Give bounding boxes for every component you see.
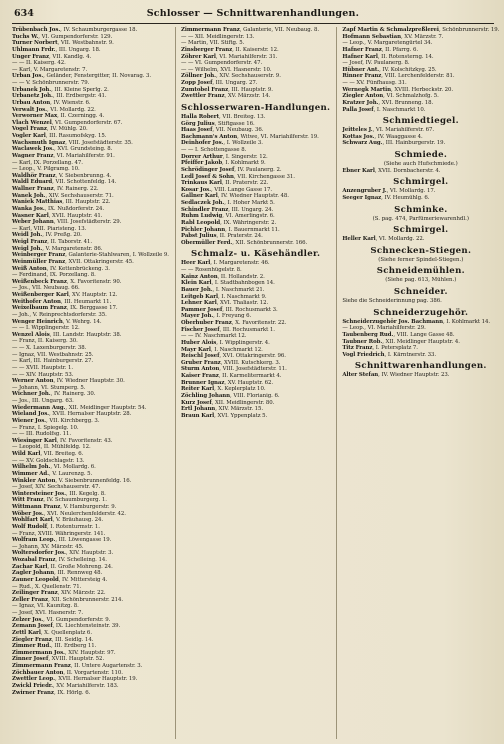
directory-entry: Zapf Martin & Schmalzpreßlerei, Schönbrunnerstr. 19. xyxy=(342,27,500,33)
directory-entry: Zimmermann Jos., XIV. Hauptstr. 97. xyxy=(12,649,116,656)
directory-entry: Schwarz Aug., III. Hainburgerstr. 19. xyxy=(342,140,446,147)
directory-entry: Wanka Jos., IX. Nußdorferstr. 24. xyxy=(12,205,105,212)
directory-entry: Vogl Friedrich, I. Kärntnerstr. 33. xyxy=(342,351,437,358)
directory-entry: Unger Franz, VII. Kandlg. 4. xyxy=(12,53,92,60)
directory-entry: — Leop., VI. Mariahilferstr. 29. xyxy=(342,325,426,332)
directory-entry: Wiener Jos., VII. Kirchbergg. 3. xyxy=(12,417,100,424)
directory-entry: — Josef, XIV. Sechshauserstr. 47. xyxy=(12,484,101,491)
directory-entry: Kottas Jos., IV. Waaggasse 4. xyxy=(342,133,423,140)
directory-entry: — — XV. Goldschlagstr. 13. xyxy=(12,457,85,464)
directory-entry: Pichler Johann, I. Bauernmarkt 11. xyxy=(180,226,280,233)
directory-entry: Winkler Anton, V. Siebenbrunnenfeldg. 16. xyxy=(12,477,132,484)
directory-entry: Zwickl Friedr., XV. Mariahilferstr. 183. xyxy=(12,682,119,689)
directory-entry: Waniek Matthias, III. Hauptstr. 22. xyxy=(12,199,111,206)
directory-entry: Weber Johann, VIII. Josefstädterstr. 29. xyxy=(12,219,122,226)
directory-entry: Schrödinger Josef, IV. Paulanerg. 2. xyxy=(180,166,282,173)
directory-entry: Weidl Joh., IV. Preßg. 20. xyxy=(12,232,82,239)
directory-entry: Zimmermann Franz, Galanterie, VII. Neubaug. 8. xyxy=(180,27,320,33)
directory-entry: — Franz, XVIII. Währingerstr. 141. xyxy=(12,530,106,537)
directory-entry: Rabl Leopold, IX. Währingerstr. 2. xyxy=(180,219,277,226)
directory-entry: Wöber Jos., XVI. Neulerchenfelderstr. 42. xyxy=(12,510,126,517)
directory-entry: — — I. Schottengasse 8. xyxy=(180,147,247,153)
directory-entry: — — XIV. Hauptstr. 53. xyxy=(12,371,74,378)
directory-entry: Hafner Karl, II. Rotensterng. 14. xyxy=(342,53,434,60)
directory-entry: Ziegler Franz, III. Seidlg. 14. xyxy=(12,636,94,643)
directory-entry: Witt Franz, IV. Schaumburgerg. 1. xyxy=(12,497,107,504)
directory-entry: Ebner Karl, XVII. Dornbacherstr. 4. xyxy=(342,167,441,174)
section-heading: Schnecken-Stiegen. xyxy=(370,245,472,256)
directory-entry: Werner Anton, IV. Wiedner Hauptstr. 30. xyxy=(12,378,125,385)
directory-entry: — Ignaz, VI. Kaunitzg. 8. xyxy=(12,603,79,610)
section-heading: Schmiede. xyxy=(394,150,448,160)
directory-entry: Zöchling Johann, VIII. Florianig. 6. xyxy=(180,392,280,399)
section-heading: Schneiderzugehör. xyxy=(373,307,469,318)
directory-entry: Zimmer Rud., III. Erdberg 11. xyxy=(12,643,97,650)
directory-entry: Schindler Franz, III. Ungarg. 24. xyxy=(180,206,274,213)
directory-entry: Leitgeb Karl, I. Naschmarkt 9. xyxy=(180,293,267,300)
directory-entry: Zauner Leopold, IV. Mittersteig 4. xyxy=(12,576,108,583)
directory-entry: — Leop., V. Margaretengürtel 34. xyxy=(342,40,433,47)
directory-entry: — Jos., VII. Neubaug. 66. xyxy=(12,285,80,292)
directory-entry: — — V. Schönbrunnerstr. 79. xyxy=(12,80,90,86)
directory-entry: Weißenberger Karl, XV. Hauptstr. 12. xyxy=(12,292,118,298)
directory-entry: — Franz, II. Kaiserg. 30. xyxy=(12,338,78,345)
directory-entry: Heer Karl, I. Margaretenstr. 46. xyxy=(180,260,270,267)
directory-entry: Zagler Johann, III. Rennweg 48. xyxy=(12,570,103,577)
column-2 xyxy=(175,27,330,739)
directory-entry: Urbanetz Joh., III. Erdbergstr. 41. xyxy=(12,93,107,100)
directory-entry: Haas Josef, VII. Neubaug. 36. xyxy=(180,127,264,134)
directory-entry: — Rud., X. Quellenstr. 71. xyxy=(12,583,82,590)
directory-entry: Wieland Jos., XVII. Hernalser Hauptstr. 28. xyxy=(12,411,132,418)
directory-columns xyxy=(12,27,500,739)
directory-entry: Zemann Josef, IX. Liechtensteinstr. 39. xyxy=(12,623,121,630)
directory-entry: — — VI. Gumpendorferstr. 47. xyxy=(180,60,263,67)
directory-entry: Waldhör Franz, V. Siebenbrunng. 4. xyxy=(12,172,112,179)
directory-entry: Wagner Franz, VI. Mariahilferstr. 91. xyxy=(12,152,115,159)
directory-entry: — Johann, VI. Stumperg. 5. xyxy=(12,384,86,391)
directory-entry: Anzengruber J., VI. Mollardg. 17. xyxy=(342,188,436,195)
page-header xyxy=(12,8,494,24)
directory-entry: Wild Karl, VII. Breiteg. 6. xyxy=(12,451,84,457)
directory-entry: — Josef, XVI. Hasnerstr. 7. xyxy=(12,610,84,616)
section-heading: Schnittwarenhandlungen. xyxy=(354,361,487,372)
directory-entry: Zeilinger Franz, XIV. Märzstr. 22. xyxy=(12,590,106,597)
directory-entry: — Joh., V. Reinprechtsdorferstr. 35. xyxy=(12,311,107,318)
directory-entry: Zwettler Leop., XVII. Hernalser Hauptstr. 19. xyxy=(12,676,138,683)
directory-entry: Palla Josef, I. Naschmarkt 10. xyxy=(342,106,426,113)
directory-entry: — — III. Rudolfsg. 11. xyxy=(12,431,72,438)
directory-entry: — Leopold, II. Mühlfeldg. 12. xyxy=(12,444,91,451)
directory-entry: Titz Franz, I. Petersplatz 7. xyxy=(342,345,418,352)
directory-entry: — Josef, IV. Paulanerg. 8. xyxy=(342,60,410,67)
directory-entry: Bachmann's Anton, Witwe, VI. Mariahilferstr. 19. xyxy=(180,133,319,140)
directory-entry: Kratzer Joh., XVI. Brunneng. 18. xyxy=(342,99,434,106)
directory-entry: — — Rosenhügelstr. 8. xyxy=(180,267,242,273)
directory-entry: Rinner Franz, VIII. Lerchenfelderstr. 81. xyxy=(342,73,455,80)
directory-entry: Gallner Karl, IV. Wiedner Hauptstr. 48. xyxy=(180,193,289,200)
directory-entry: Klein Karl, I. Stadtbahnbogen 14. xyxy=(180,280,275,287)
directory-entry: Kurz Josef, XII. Meidlingerstr. 80. xyxy=(180,399,275,406)
directory-entry: Zinsberger Franz, II. Kaiserstr. 12. xyxy=(180,46,279,53)
directory-entry: Zeller Franz, XII. Schönbrunnerstr. 214. xyxy=(12,596,124,603)
directory-entry: — — II. Kaiserg. 42. xyxy=(12,60,66,67)
section-heading: Schmirgel. xyxy=(393,225,449,236)
directory-entry: Halla Robert, VII. Breiteg. 13. xyxy=(180,113,266,120)
directory-entry: — — IV. Naschmarkt 12. xyxy=(180,333,247,340)
directory-entry: Verworner Max, II. Czerningg. 4. xyxy=(12,113,105,120)
directory-entry: Zumtobel Franz, III. Hauptstr. 9. xyxy=(180,86,273,93)
directory-entry: Wiedermann Aug., XII. Meidlinger Hauptstr. 54. xyxy=(12,404,147,411)
directory-entry: Tuchs W., VI. Gumpendorferstr. 129. xyxy=(12,33,113,40)
directory-entry: — Martin, VII. Stiftg. 5. xyxy=(180,40,245,47)
directory-entry: Turner Norbert, VII. Westbahnstr. 9. xyxy=(12,40,114,47)
directory-entry: Huber Alois, I. Wipplingerstr. 4. xyxy=(180,339,270,346)
directory-entry: Ertl Johann, XIV. Märzstr. 15. xyxy=(180,406,264,413)
directory-entry: Alter Stefan, IV. Wiedner Hauptstr. 23. xyxy=(342,372,450,379)
directory-entry: Taubner Rob., XII. Meidlinger Hauptstr. 4. xyxy=(342,338,460,345)
directory-entry: Pammer Josef, III. Rochusmarkt 3. xyxy=(180,306,278,313)
directory-entry: Heller Karl, VI. Mollardg. 22. xyxy=(342,236,425,243)
directory-entry: Zelzer Jos., VI. Gumpendorferstr. 9. xyxy=(12,616,111,623)
directory-entry: Zinner Josef, XVIII. Hauptstr. 52. xyxy=(12,656,105,663)
directory-entry: Obermüller Ferd., XII. Schönbrunnerstr. 166. xyxy=(180,239,308,246)
section-note: (Siehe pag. 613, Mühlen.) xyxy=(385,277,457,284)
column-1 xyxy=(12,27,169,739)
directory-entry: Urbau Anton, IV. Wienstr. 6. xyxy=(12,99,91,106)
running-title: Schlosser — Schnittwarenhandlungen. xyxy=(146,8,360,19)
directory-entry: Wozabal Franz, IV. Schelleing. 14. xyxy=(12,557,107,563)
section-heading: Schlosserwaren-Handlungen. xyxy=(180,102,331,113)
directory-entry: Zwirner Franz, IX. Hörlg. 6. xyxy=(12,689,91,696)
directory-entry: Gruber Franz, XVIII. Kutschkerg. 3. xyxy=(180,359,281,366)
directory-entry: Wasner Karl, XVII. Hauptstr. 41. xyxy=(12,212,103,219)
directory-entry: Wernegk Martin, XVIII. Herbeckstr. 20. xyxy=(342,86,454,93)
directory-entry: Sedlaczek Joh., I. Hoher Markt 5. xyxy=(180,200,275,206)
directory-entry: Weixelbaum Franz, IX. Berggasse 17. xyxy=(12,305,118,312)
directory-entry: Brunner Ignaz, XV. Hauptstr. 62. xyxy=(180,379,274,386)
directory-entry: Zwettler Franz, XV. Märzstr. 14. xyxy=(180,93,271,100)
section-heading: Schmiedtiegel. xyxy=(382,116,459,127)
section-heading: Schmalz- u. Käsehändler. xyxy=(190,249,321,260)
directory-entry: Schneiderzugehör Jos. Bachmann, I. Kohlmarkt 14. xyxy=(342,318,491,325)
directory-entry: Wenzel Alois, III. Landstr. Hauptstr. 38. xyxy=(12,331,122,338)
directory-entry: Lehner Karl, XVI. Thaliastr. 12. xyxy=(180,300,269,307)
directory-entry: — — I. Wipplingerstr. 12. xyxy=(12,325,80,332)
directory-entry: Sturm Anton, VIII. Josefstädterstr. 11. xyxy=(180,366,287,373)
directory-entry: Wintersteiner Jos., III. Kegelg. 8. xyxy=(12,490,106,497)
directory-entry: — Franz, I. Spiegelg. 10. xyxy=(12,424,79,431)
directory-entry: Wittmann Franz, V. Hamburgerstr. 9. xyxy=(12,504,117,510)
page-number: 634 xyxy=(14,8,34,19)
directory-entry: Pfeiffer Jakob, I. Kohlmarkt 9. xyxy=(180,160,266,167)
directory-entry: Ruhm Ludwig, VI. Amerlingstr. 6. xyxy=(180,213,275,220)
directory-entry: — Leop., V. Pilgramg. 10. xyxy=(12,166,80,173)
directory-entry: Hofmann Sebastian, XV. Märzstr. 7. xyxy=(342,33,444,40)
directory-entry: Dorrer Arthur, I. Singerstr. 12. xyxy=(180,153,268,160)
directory-entry: Görg Julius, Stiftgasse 16. xyxy=(180,120,255,127)
section-heading: Schmirgel. xyxy=(393,177,449,188)
directory-entry: — — XII. Meidlingerstr. 13. xyxy=(180,33,255,40)
directory-entry: Trübenbach Jos., IV. Schaumburgergasse 18. xyxy=(12,27,138,33)
section-note: (S. pag. 474, Parfümeriewarenhdl.) xyxy=(372,215,469,222)
section-heading: Schminke. xyxy=(394,204,448,215)
directory-entry: — Ferdinand, IX. Porzellang. 8. xyxy=(12,272,96,279)
directory-entry: Wanek Joh., XIV. Sechshauserstr. 71. xyxy=(12,192,114,199)
directory-entry: Seeger Ignaz, IV. Heumühlg. 6. xyxy=(342,194,430,201)
directory-entry: Wallner Franz, IV. Rainerg. 22. xyxy=(12,186,99,192)
directory-entry: Wichner Joh., IV. Rainerg. 30. xyxy=(12,391,96,398)
directory-entry: Siehe die Schneiderinnung pag. 386. xyxy=(342,298,442,304)
directory-entry: Oberhuber Franz, X. Favoritenstr. 22. xyxy=(180,320,287,326)
section-heading: Schneidemühlen. xyxy=(376,266,465,277)
directory-entry: — Ignaz, VII. Westbahnstr. 25. xyxy=(12,351,94,358)
directory-entry: Zöllner Joh., XIV. Sechshauserstr. 9. xyxy=(180,73,281,80)
directory-entry: Pabst Julius, II. Praterstr. 24. xyxy=(180,233,263,240)
directory-entry: Verwalt Jos., VI. Mollardg. 22. xyxy=(12,106,96,113)
directory-entry: Wolf Rudolf, I. Rotenturmstr. 1. xyxy=(12,523,100,530)
directory-entry: Fischer Josef, III. Rochusmarkt 1. xyxy=(180,326,275,333)
directory-entry: — Karl, IX. Porzellang. 47. xyxy=(12,159,83,166)
directory-entry: Reischl Josef, XVI. Ottakringerstr. 96. xyxy=(180,353,286,360)
directory-entry: Kainz Anton, II. Hollandstr. 2. xyxy=(180,273,265,280)
directory-entry: — — XV. Fünfhausg. 31. xyxy=(342,80,407,86)
directory-entry: Kosar Jos., VIII. Lange Gasse 17. xyxy=(180,186,273,193)
directory-entry: Zettl Karl, X. Quellenplatz 6. xyxy=(12,629,92,636)
directory-entry: Zimmermann Franz, II. Untere Augartenstr. 3. xyxy=(12,663,143,669)
directory-entry: Urban Jos., Geländer, Fenstergitter, II. Novarag. 3. xyxy=(12,73,152,80)
directory-entry: — Karl, V. Margaretenstr. 7. xyxy=(12,66,88,73)
section-heading: Schneider. xyxy=(393,287,448,297)
directory-entry: Zöhrer Karl, VI. Mariahilferstr. 31. xyxy=(180,53,278,60)
directory-entry: Zopp Josef, III. Ungarg. 27. xyxy=(180,80,258,86)
directory-entry: Kaiser Franz, II. Karmelitermarkt 4. xyxy=(180,373,282,379)
directory-entry: Hübner Ant., IV. Kolschitzkyg. 25. xyxy=(342,66,437,73)
directory-entry: Weigl Joh., V. Margaretenstr. 86. xyxy=(12,245,103,252)
directory-entry: Deinhofer Jos., I. Wollzeile 3. xyxy=(180,140,263,147)
directory-entry: Hafner Franz, II. Pfarrg. 6. xyxy=(342,46,419,53)
directory-entry: Weinmüller Franz, XVII. Ottakringerstr. 45. xyxy=(12,258,134,265)
directory-entry: Weinberger Franz, Galanterie-Stahlwaren, I. Wollzeile 9. xyxy=(12,252,169,259)
directory-entry: Weiß Anton, IV. Kettenbrückeng. 3. xyxy=(12,265,110,272)
directory-entry: Ziegler Anton, VI. Schmalzhofg. 5. xyxy=(342,93,439,100)
directory-entry: Mayr Karl, I. Naschmarkt 12. xyxy=(180,346,263,353)
directory-entry: Mayer Joh., I. Freyung 6. xyxy=(180,313,252,320)
directory-entry: Ledl Josef & Sohn, VII. Kirchengasse 31. xyxy=(180,173,295,180)
directory-entry: Wenger Heinrich, V. Wehrg. 14. xyxy=(12,318,102,325)
directory-entry: Taubenberg Rud., VIII. Lange Gasse 48. xyxy=(342,331,455,338)
directory-entry: Uhlmann Frdr., III. Ungarg. 18. xyxy=(12,46,101,53)
directory-entry: Waclawek Jos., XVI. Grundsteing. 8. xyxy=(12,146,113,153)
directory-entry: Weigl Franz, II. Taborstr. 41. xyxy=(12,239,93,245)
directory-entry: Wimmer Ad., V. Laurenzg. 5. xyxy=(12,470,93,477)
section-note: (Siehe auch Hufschmiede.) xyxy=(383,161,458,167)
directory-entry: Wachsmuth Ignaz, VIII. Josefstädterstr. 35. xyxy=(12,139,133,146)
directory-entry: Bauer Joh., I. Naschmarkt 21. xyxy=(180,286,265,293)
directory-entry: Weithofer Anton, III. Heumarkt 11. xyxy=(12,298,112,305)
directory-entry: — Johann, XV. Märzstr. 45. xyxy=(12,543,84,550)
directory-entry: Urbanek Joh., III. Kleine Sperlg. 2. xyxy=(12,86,109,93)
directory-entry: Vlach Wenzel, VI. Gumpendorferstr. 67. xyxy=(12,119,123,126)
directory-entry: Jeitteles J., VI. Mariahilferstr. 67. xyxy=(342,127,435,134)
directory-entry: Weißenbeck Franz, X. Favoritenstr. 90. xyxy=(12,278,122,285)
directory-entry: Wilhelm Joh., VI. Mollardg. 6. xyxy=(12,464,96,471)
directory-entry: Vogler Karl, III. Rasumofskyg. 15. xyxy=(12,133,107,139)
column-3 xyxy=(336,27,499,739)
directory-entry: — — Wilhelm, XVI. Hasnerstr. 10. xyxy=(180,66,272,73)
directory-entry: — Jos., III. Ungarg. 63. xyxy=(12,398,74,404)
directory-entry: Wiesinger Karl, IV. Favoritenstr. 43. xyxy=(12,437,113,444)
directory-entry: Woltersdorfer Jos., XIV. Hauptstr. 3. xyxy=(12,550,114,557)
directory-entry: — Karl, III. Hainburgerstr. 27. xyxy=(12,358,94,365)
directory-entry: Wolfram Leop., III. Löwengasse 19. xyxy=(12,537,112,544)
directory-entry: Wohlfart Karl, V. Bräuhausg. 24. xyxy=(12,517,104,524)
directory-entry: Reiter Karl, X. Keplerplatz 10. xyxy=(180,386,266,393)
directory-entry: Trinkaus Karl, II. Praterstr. 22. xyxy=(180,180,269,187)
directory-entry: Zachar Karl, II. Große Mohreng. 24. xyxy=(12,563,113,570)
directory-entry: Waldl Eduard, VII. Schottenfeldg. 14. xyxy=(12,179,117,186)
directory-entry: — — X. Laxenburgerstr. 38. xyxy=(12,345,87,351)
directory-entry: Braun Karl, XVI. Yppenplatz 5. xyxy=(180,412,268,419)
directory-entry: — Karl, VIII. Piaristeng. 13. xyxy=(12,225,87,232)
directory-entry: Zöchbauer Anton, II. Vorgartenstr. 110. xyxy=(12,669,123,676)
directory-entry: Vogel Franz, IV. Mühlg. 20. xyxy=(12,126,88,133)
section-note: (Siehe ferner Spindel-Stiegen.) xyxy=(378,256,464,263)
directory-entry: — — XVII. Hauptstr. 1. xyxy=(12,364,74,371)
